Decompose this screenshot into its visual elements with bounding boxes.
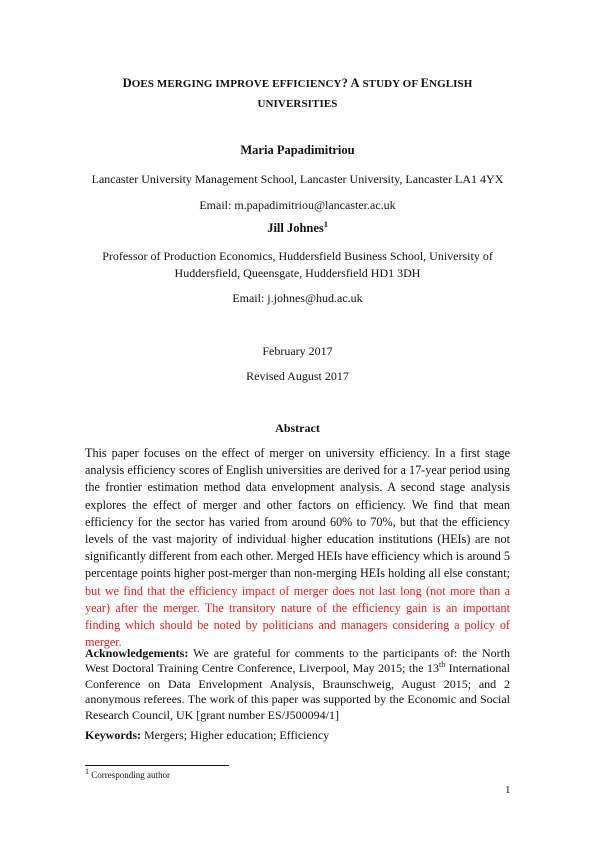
author-2-affiliation-line-2: Huddersfield, Queensgate, Huddersfield HD1 3DH: [174, 266, 421, 280]
keywords: Keywords: Mergers; Higher education; Efficiency: [85, 728, 330, 742]
abstract-highlighted-text: but we find that the efficiency impact of merger does not last long (not more than a year) after the merger. The transitory nature of the efficiency gain is an important finding which should be noted by politicians and managers considering a policy of merger.: [85, 583, 510, 650]
abstract-body: [85, 445, 510, 651]
abstract-text: This paper focuses on the effect of merger on university efficiency. In a first stage analysis efficiency scores of English universities are derived for a 17-year period using the frontier estimation method data envelopment analysis. A second stage analysis explores the effect of merger and other factors on efficiency. We find that mean efficiency for the sector has varied from around 60% to 70%, but that the efficiency levels of the vast majority of individual higher education institutions (HEIs) are not significantly different from each other. Merged HEIs have efficiency which is around 5 percentage points higher post-merger than non-merging HEIs holding all else constant;: [85, 446, 510, 581]
footnote-mark: 1: [323, 219, 328, 229]
author-1-name: Maria Papadimitriou: [240, 143, 355, 157]
footnote-divider: [85, 765, 229, 766]
title-line-2: UNIVERSITIES: [257, 98, 338, 110]
abstract-heading: Abstract: [275, 421, 320, 435]
acknowledgements-label: Acknowledgements:: [85, 646, 189, 660]
keywords-label: Keywords:: [85, 728, 141, 742]
submission-date: February 2017: [262, 344, 333, 358]
title-line-1: DOES MERGING IMPROVE EFFICIENCY? A STUDY OF ENGLISH: [122, 76, 473, 90]
author-2-name: Jill Johnes$^1$: [267, 219, 328, 235]
author-1-email: Email: m.papadimitriou@lancaster.ac.uk: [199, 198, 396, 212]
page-number: 1: [505, 784, 511, 796]
revised-date: Revised August 2017: [246, 369, 349, 383]
acknowledgements: Acknowledgements: We are grateful for comments to the participants of: the North West Doctoral Training Centre Conference, Liverpool, May 2015; the 13th International Conference on Data Envelopment Analysis, Braunschweig, August 2015; and 2 anonymous referees. The work of this paper was supported by the Economic and Social Research Council, UK [grant number ES/J500094/1]: [85, 646, 510, 722]
paper-title: [0, 73, 595, 114]
author-2-affiliation-line-1: Professor of Production Economics, Huddersfield Business School, University of: [102, 249, 493, 263]
footnote: $^1$ Corresponding author: [85, 767, 170, 780]
author-2-email: Email: j.johnes@hud.ac.uk: [232, 291, 363, 305]
author-1-affiliation: Lancaster University Management School, Lancaster University, Lancaster LA1 4YX: [91, 172, 504, 186]
